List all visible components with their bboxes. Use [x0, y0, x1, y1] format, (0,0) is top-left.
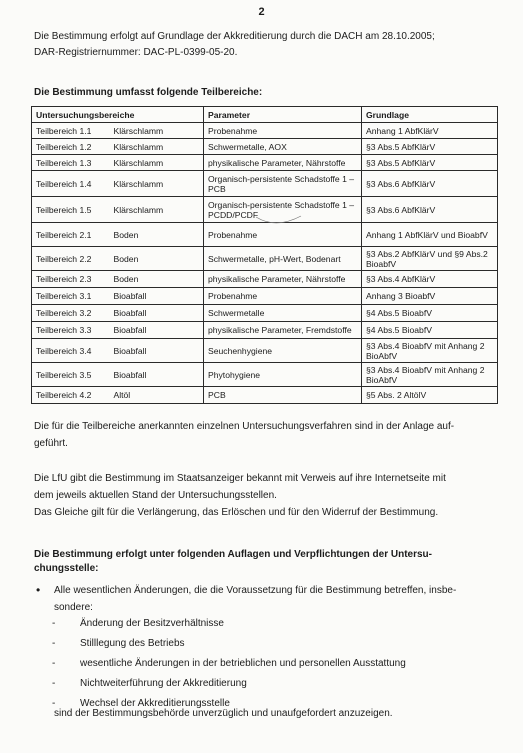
list-item-text: wesentliche Änderungen in der betrieblichen und personellen Ausstattung [80, 658, 406, 669]
cell-parameter: Probenahme [204, 288, 362, 305]
table-row [32, 139, 498, 155]
list-item [52, 618, 406, 638]
closing-line: sind der Bestimmungsbehörde unverzüglich und unaufgefordert anzuzeigen. [54, 708, 393, 719]
table-row [32, 155, 498, 171]
cell-parameter: Phytohygiene [204, 363, 362, 387]
conditions-heading-line: Die Bestimmung erfolgt unter folgenden Auflagen und Verpflichtungen der Untersu- [34, 549, 432, 560]
intro-text [34, 29, 504, 61]
cell-parameter: physikalische Parameter, Nährstoffe [204, 271, 362, 288]
bullet-line: sondere: [54, 602, 93, 613]
cell-basis: Anhang 1 AbfKlärV [362, 123, 498, 139]
cell-basis: §3 Abs.5 AbfKlärV [362, 139, 498, 155]
methods-line: Die für die Teilbereiche anerkannten einzelnen Untersuchungsverfahren sind in der Anlage auf- [34, 421, 455, 432]
cell-parameter: Schwermetalle, AOX [204, 139, 362, 155]
cell-basis: §3 Abs.5 AbfKlärV [362, 155, 498, 171]
table-row [32, 123, 498, 139]
header-parameter: Parameter [204, 107, 362, 123]
cell-basis: §4 Abs.5 BioabfV [362, 322, 498, 339]
cell-parameter: Probenahme [204, 123, 362, 139]
bullet-line: Alle wesentlichen Änderungen, die die Voraussetzung für die Bestimmung betreffen, insbe- [54, 585, 457, 596]
list-item-text: Wechsel der Akkreditierungsstelle [80, 698, 230, 709]
cell-area: Teilbereich 3.3 [32, 322, 110, 339]
intro-registration-line: DAR-Registriernummer: DAC-PL-0399-05-20. [34, 47, 238, 58]
cell-basis: §3 Abs.4 BioabfV mit Anhang 2 BioAbfV [362, 363, 498, 387]
cell-category: Boden [110, 223, 204, 247]
cell-area: Teilbereich 1.1 [32, 123, 110, 139]
lfu-line: Das Gleiche gilt für die Verlängerung, das Erlöschen und für den Widerruf der Bestimmung. [34, 507, 439, 518]
cell-category: Klärschlamm [110, 171, 204, 197]
conditions-heading [34, 548, 496, 576]
cell-parameter: Schwermetalle [204, 305, 362, 322]
cell-area: Teilbereich 3.2 [32, 305, 110, 322]
cell-basis: §3 Abs.6 AbfKlärV [362, 171, 498, 197]
cell-category: Boden [110, 247, 204, 271]
cell-basis: §5 Abs. 2 AltölV [362, 387, 498, 404]
conditions-heading-line: chungsstelle: [34, 563, 99, 574]
cell-area: Teilbereich 2.2 [32, 247, 110, 271]
cell-parameter: Seuchenhygiene [204, 339, 362, 363]
table-row [32, 247, 498, 271]
cell-parameter: Organisch-persistente Schadstoffe 1 – PCB [204, 171, 362, 197]
cell-basis: §3 Abs.4 BioabfV mit Anhang 2 BioAbfV [362, 339, 498, 363]
header-areas: Untersuchungsbereiche [32, 107, 204, 123]
table-row [32, 339, 498, 363]
table-row [32, 271, 498, 288]
methods-line: geführt. [34, 438, 68, 449]
cell-category: Bioabfall [110, 305, 204, 322]
list-item-text: Stilllegung des Betriebs [80, 638, 185, 649]
cell-parameter: Schwermetalle, pH-Wert, Bodenart [204, 247, 362, 271]
lfu-paragraph [34, 470, 496, 521]
cell-parameter: Probenahme [204, 223, 362, 247]
cell-parameter: physikalische Parameter, Nährstoffe [204, 155, 362, 171]
cell-area: Teilbereich 1.2 [32, 139, 110, 155]
table-row [32, 387, 498, 404]
cell-category: Klärschlamm [110, 155, 204, 171]
table-row [32, 305, 498, 322]
cell-category: Boden [110, 271, 204, 288]
cell-basis: §3 Abs.2 AbfKlärV und §9 Abs.2 BioabfV [362, 247, 498, 271]
cell-basis: Anhang 1 AbfKlärV und BioabfV [362, 223, 498, 247]
cell-category: Bioabfall [110, 339, 204, 363]
cell-area: Teilbereich 1.4 [32, 171, 110, 197]
dash-icon: - [52, 678, 56, 689]
list-item [52, 658, 406, 678]
cell-area: Teilbereich 3.4 [32, 339, 110, 363]
cell-parameter: PCB [204, 387, 362, 404]
lfu-line: dem jeweils aktuellen Stand der Untersuchungsstellen. [34, 490, 277, 501]
methods-paragraph [34, 418, 496, 452]
list-item-text: Änderung der Besitzverhältnisse [80, 618, 224, 629]
page-number: 2 [258, 6, 265, 18]
cell-parameter: Organisch-persistente Schadstoffe 1 – PCDD/PCDF [204, 197, 362, 223]
cell-area: Teilbereich 1.3 [32, 155, 110, 171]
cell-category: Bioabfall [110, 363, 204, 387]
pen-scribble-mark [254, 214, 304, 226]
cell-basis: §3 Abs.4 AbfKlärV [362, 271, 498, 288]
dash-icon: - [52, 698, 56, 709]
list-item-text: Nichtweiterführung der Akkreditierung [80, 678, 247, 689]
cell-area: Teilbereich 1.5 [32, 197, 110, 223]
dash-icon: - [52, 658, 56, 669]
list-item [52, 638, 406, 658]
cell-parameter: physikalische Parameter, Fremdstoffe [204, 322, 362, 339]
cell-category: Altöl [110, 387, 204, 404]
cell-category: Bioabfall [110, 322, 204, 339]
table-row [32, 288, 498, 305]
list-item [52, 678, 406, 698]
cell-area: Teilbereich 4.2 [32, 387, 110, 404]
cell-category: Klärschlamm [110, 123, 204, 139]
scope-heading: Die Bestimmung umfasst folgende Teilbereiche: [34, 87, 263, 98]
table-row [32, 171, 498, 197]
dash-icon: - [52, 618, 56, 629]
cell-basis: Anhang 3 BioabfV [362, 288, 498, 305]
cell-area: Teilbereich 2.3 [32, 271, 110, 288]
table-row [32, 223, 498, 247]
header-basis: Grundlage [362, 107, 498, 123]
cell-category: Bioabfall [110, 288, 204, 305]
cell-basis: §3 Abs.6 AbfKlärV [362, 197, 498, 223]
table-row [32, 322, 498, 339]
intro-accreditation-line: Die Bestimmung erfolgt auf Grundlage der Akkreditierung durch die DACH am 28.10.2005; [34, 31, 435, 42]
table-header-row [32, 107, 498, 123]
cell-area: Teilbereich 3.5 [32, 363, 110, 387]
cell-area: Teilbereich 2.1 [32, 223, 110, 247]
cell-category: Klärschlamm [110, 197, 204, 223]
cell-area: Teilbereich 3.1 [32, 288, 110, 305]
table-row [32, 363, 498, 387]
scope-table [31, 106, 498, 404]
change-list [52, 618, 406, 718]
lfu-line: Die LfU gibt die Bestimmung im Staatsanzeiger bekannt mit Verweis auf ihre Internetseite mit [34, 473, 446, 484]
cell-category: Klärschlamm [110, 139, 204, 155]
bullet-icon: • [36, 583, 41, 597]
bullet-text [54, 582, 496, 616]
dash-icon: - [52, 638, 56, 649]
cell-basis: §4 Abs.5 BioabfV [362, 305, 498, 322]
